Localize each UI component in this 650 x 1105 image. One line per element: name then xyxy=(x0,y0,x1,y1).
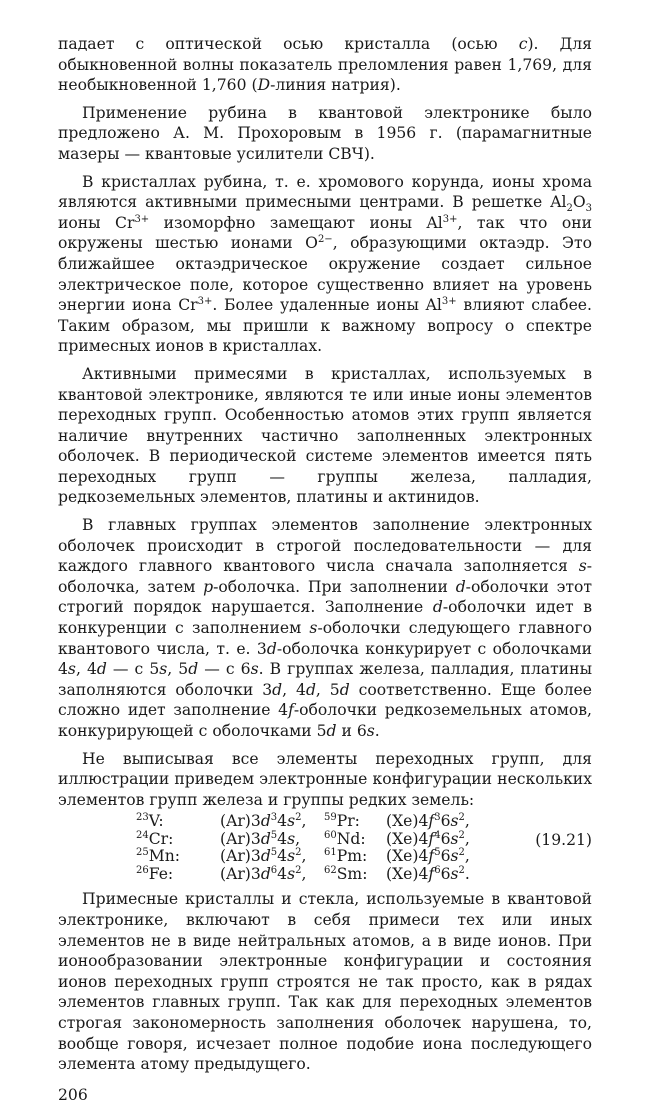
superscript: 6 xyxy=(270,864,278,876)
text-run: -оболочки следующего главного квантового числа, т. е. 3 xyxy=(58,619,592,658)
text-run: , xyxy=(301,847,307,866)
superscript: 4 xyxy=(434,829,441,841)
text-run: изоморфно замещают ионы Al xyxy=(149,213,443,232)
symbol: Fe: xyxy=(148,864,174,883)
italic-run: d xyxy=(266,639,277,658)
formula-row xyxy=(58,866,592,884)
italic-run: s xyxy=(287,847,296,866)
atomic-number: 62 xyxy=(324,864,337,876)
text-run: -оболочки этот строгий порядок нарушается. Заполнение xyxy=(58,577,592,617)
equation-number: (19.21) xyxy=(535,831,592,850)
text-run: 4 xyxy=(277,847,288,866)
text-run: В кристаллах рубина, т. е. хромового корунда, ионы хрома являются активными примесными центрами. В решетке Al xyxy=(58,172,592,212)
symbol: Cr: xyxy=(148,829,174,848)
italic-run: s xyxy=(366,722,375,740)
italic-run: s xyxy=(67,660,76,679)
superscript: 5 xyxy=(434,847,441,859)
text-run: 4 xyxy=(277,864,288,883)
text-run: Применение рубина в квантовой электронике было предложено А. М. Прохоровым в 1956 г. (парамагнитные мазеры — квантовые усилители СВЧ). xyxy=(58,103,592,163)
text-run: , xyxy=(301,864,307,883)
italic-run: s xyxy=(287,829,296,848)
subscript: 2 xyxy=(566,203,573,215)
atomic-number: 26 xyxy=(136,864,149,876)
text-run: ). Для обыкновенной волны показатель преломления равен 1,769, для необыкновенной 1,760 ( xyxy=(58,35,592,95)
italic-run: s xyxy=(450,829,459,848)
italic-run: d xyxy=(188,660,199,679)
text-run: влияют слабее. Таким образом, мы пришли к важному вопросу о спектре примесных ионов в кристаллах. xyxy=(58,296,592,356)
italic-run: d xyxy=(305,680,316,699)
superscript: 2− xyxy=(317,234,333,246)
italic-run: s xyxy=(159,660,168,679)
text-run: (Ar)3 xyxy=(220,864,261,883)
text-run: (Ar)3 xyxy=(220,829,261,848)
italic-run: s xyxy=(309,619,318,638)
text-run: O xyxy=(572,193,586,212)
paragraph xyxy=(58,364,592,508)
text-run: (Ar)3 xyxy=(220,847,261,866)
paragraph xyxy=(58,749,592,811)
italic-run: f xyxy=(288,701,294,720)
paragraph xyxy=(58,515,592,742)
text-run: (Xe)4 xyxy=(386,847,429,866)
superscript: 3+ xyxy=(441,295,457,307)
text-run: — с 5 xyxy=(106,660,160,679)
italic-run: s xyxy=(287,812,296,831)
superscript: 2 xyxy=(458,829,465,841)
text-run: -линия натрия). xyxy=(270,76,401,95)
symbol: Pm: xyxy=(336,847,368,866)
text-run: . Более удаленные ионы Al xyxy=(212,296,442,315)
paragraph xyxy=(58,34,592,96)
superscript: 2 xyxy=(458,864,465,876)
superscript: 3+ xyxy=(134,213,150,225)
text-run: , образующими октаэдр. Это ближайшее октаэдрическое окружение создает сильное электрическое поле, которое существенно влияет на уровень энергии иона Cr xyxy=(58,234,592,315)
italic-run: d xyxy=(260,812,271,831)
atomic-number: 23 xyxy=(136,812,149,824)
configuration xyxy=(386,813,516,831)
element-symbol xyxy=(58,848,220,866)
symbol: V: xyxy=(148,812,164,831)
configuration xyxy=(220,813,324,831)
element-symbol xyxy=(324,848,386,866)
superscript: 3 xyxy=(434,812,441,824)
symbol: Sm: xyxy=(336,864,368,883)
italic-run: f xyxy=(428,829,435,848)
italic-run: d xyxy=(96,660,107,679)
text-run: 4 xyxy=(277,812,288,831)
element-symbol xyxy=(58,831,220,849)
text-run: 4 xyxy=(277,829,288,848)
element-symbol xyxy=(324,831,386,849)
text-run: . xyxy=(464,864,470,883)
italic-run: s xyxy=(450,847,459,866)
configuration xyxy=(386,866,516,884)
text-run: Активными примесями в кристаллах, используемых в квантовой электронике, являются те или иные ионы элементов переходных групп. Особенностью атомов этих групп является наличие внутренних частично заполненных электронных оболочек. В периодической системе элементов имеется пять переходных групп — группы железа, палладия, редкоземельных элементов, платины и актинидов. xyxy=(58,364,592,507)
text-run: 6 xyxy=(440,829,451,848)
text-run: (Xe)4 xyxy=(386,829,429,848)
element-symbol xyxy=(58,813,220,831)
text-run: и 6 xyxy=(336,722,367,740)
text-body-continued xyxy=(58,889,592,1074)
text-run: (Ar)3 xyxy=(220,812,261,831)
paragraph xyxy=(58,103,592,165)
italic-run: d xyxy=(339,680,350,699)
configuration xyxy=(386,848,516,866)
text-run: -оболочка. При заполнении xyxy=(213,577,456,596)
configuration xyxy=(220,831,324,849)
symbol: Mn: xyxy=(148,847,180,866)
symbol: Pr: xyxy=(336,812,360,831)
text-run: падает с оптической осью кристалла (осью xyxy=(58,35,519,53)
text-run: (Xe)4 xyxy=(386,864,429,883)
text-run: , 4 xyxy=(282,680,306,699)
text-run: — с 6 xyxy=(198,660,251,679)
superscript: 3+ xyxy=(197,295,213,307)
italic-run: p xyxy=(203,577,214,596)
element-symbol xyxy=(58,866,220,884)
superscript: 3+ xyxy=(442,213,458,225)
paragraph xyxy=(58,889,592,1074)
formula-row xyxy=(58,848,592,866)
italic-run: с xyxy=(518,35,528,53)
element-symbol xyxy=(324,866,386,884)
italic-run: d xyxy=(432,598,443,617)
text-run: , 4 xyxy=(75,660,97,679)
atomic-number: 60 xyxy=(324,829,337,841)
atomic-number: 61 xyxy=(324,847,337,859)
text-run: соответственно. Еще более сложно идет заполнение 4 xyxy=(58,680,592,720)
text-run: 6 xyxy=(440,847,451,866)
text-run: , xyxy=(464,812,470,831)
text-run: , 5 xyxy=(315,680,340,699)
italic-run: s xyxy=(287,864,296,883)
italic-run: D xyxy=(257,76,271,95)
text-run: , xyxy=(464,829,470,848)
superscript: 2 xyxy=(458,847,465,859)
italic-run: f xyxy=(428,864,435,883)
italic-run: s xyxy=(250,660,259,679)
formula-row xyxy=(58,831,592,849)
italic-run: f xyxy=(428,847,435,866)
superscript: 6 xyxy=(434,864,441,876)
italic-run: s xyxy=(450,864,459,883)
text-run: -оболочка, затем xyxy=(58,557,592,596)
italic-run: s xyxy=(450,812,459,831)
configuration xyxy=(220,848,324,866)
superscript: 2 xyxy=(295,864,302,876)
italic-run: d xyxy=(272,680,283,699)
atomic-number: 59 xyxy=(324,812,337,824)
text-run: -оболочка конкурирует с оболочками 4 xyxy=(58,639,592,679)
superscript: 3 xyxy=(270,812,278,824)
italic-run: d xyxy=(455,577,466,596)
atomic-number: 25 xyxy=(136,847,149,859)
italic-run: d xyxy=(260,829,271,848)
text-run: . В группах железа, палладия, платины заполняются оболочки 3 xyxy=(58,660,592,699)
superscript: 5 xyxy=(270,829,278,841)
atomic-number: 24 xyxy=(136,829,149,841)
text-run: , xyxy=(295,829,301,848)
italic-run: f xyxy=(428,812,435,831)
superscript: 5 xyxy=(270,847,278,859)
text-body xyxy=(58,34,592,810)
superscript: 2 xyxy=(295,812,302,824)
formula-table xyxy=(58,813,592,883)
text-run: 6 xyxy=(440,864,451,883)
text-run: , так что они окружены шестью ионами O xyxy=(58,213,593,253)
text-run: Примесные кристаллы и стекла, используемые в квантовой электронике, включают в себя примеси тех или иных элементов не в виде нейтральных атомов, а в виде ионов. При ионообразовании электронные конфигурации и состояния ионов переходных групп строятся не так просто, как в рядах элементов главных групп. Так как для переходных элементов строгая закономерность заполнения оболочек нарушена, то, вообще говоря, исчезает полное подобие иона последующего элемента атому предыдущего. xyxy=(58,890,592,1074)
page-number: 206 xyxy=(58,1085,88,1104)
text-run: 6 xyxy=(440,812,451,831)
configuration xyxy=(220,866,324,884)
electron-configuration-formula xyxy=(58,813,592,883)
superscript: 2 xyxy=(295,847,302,859)
text-run: , xyxy=(301,812,307,831)
text-run: -оболочки редкоземельных атомов, конкурирующей с оболочками 5 xyxy=(58,701,593,740)
configuration xyxy=(386,831,516,849)
italic-run: d xyxy=(326,722,337,740)
italic-run: s xyxy=(578,557,587,576)
italic-run: d xyxy=(260,847,271,866)
superscript: 2 xyxy=(458,812,465,824)
text-run: В главных группах элементов заполнение электронных оболочек происходит в строгой последовательности — для каждого главного квантового числа сначала заполняется xyxy=(58,516,592,576)
subscript: 3 xyxy=(585,203,592,215)
text-run: -оболочки идет в конкуренции с заполнением xyxy=(58,598,592,638)
symbol: Nd: xyxy=(336,829,366,848)
paragraph xyxy=(58,172,592,357)
text-run: , xyxy=(464,847,470,866)
text-run: Не выписывая все элементы переходных групп, для иллюстрации приведем электронные конфигурации нескольких элементов групп железа и группы редких земель: xyxy=(58,749,592,809)
text-run: ионы Cr xyxy=(58,213,135,232)
formula-row xyxy=(58,813,592,831)
text-run: (Xe)4 xyxy=(386,812,429,831)
text-run: , 5 xyxy=(167,660,189,679)
element-symbol xyxy=(324,813,386,831)
italic-run: d xyxy=(260,864,271,883)
text-run: . xyxy=(374,722,380,740)
